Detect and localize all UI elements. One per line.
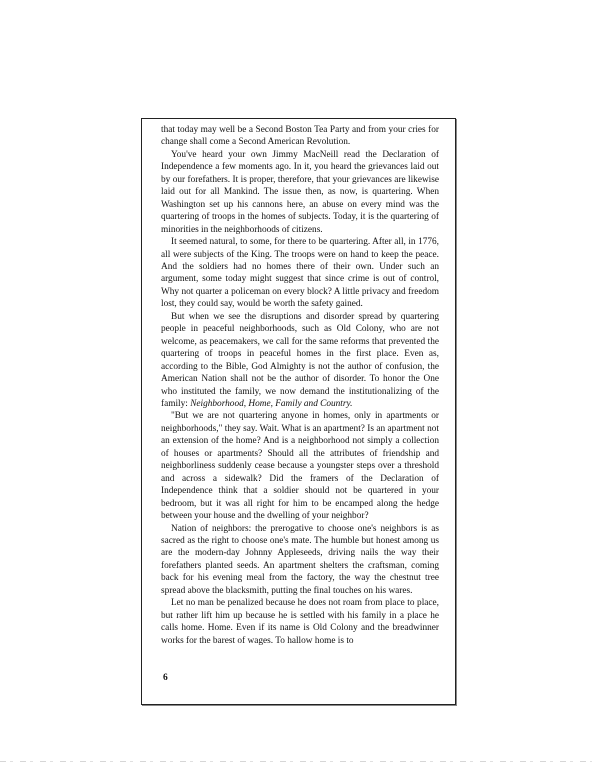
paragraph-2: It seemed natural, to some, for there to be quartering. After all, in 1776, all were subjects of the King. The troops were on hand to keep the peace. And the soldiers had no homes there of their own. Under such an argument, some today might suggest that since crime is out of control, Why not quarter a policeman on every block? A little privacy and freedom lost, they could say, would be worth the safety gained. [161, 237, 439, 310]
paragraph-6: Let no man be penalized because he does not roam from place to place, but rather lift him up because he is settled with his family in a place he calls home. Home. Even if its name is Old Colony and the breadwinner works for the barest of wages. To hallow home is to [161, 598, 439, 646]
paragraph-4: "But we are not quartering anyone in homes, only in apartments or neighborhoods," they say. Wait. What is an apartment? Is an apartment not an extension of the home? And is a neighborhood not simply a collection of houses or apartments? Should all the attributes of friendship and neighborliness suddenly cease because a youngster steps over a threshold and across a sidewalk? Did the framers of the Declaration of Independence think that a soldier should not be quartered in your bedroom, but it was all right for him to be encamped along the hedge between your house and the dwelling of your neighbor? [161, 411, 439, 522]
paragraph-3 [161, 311, 439, 411]
paragraph-3-body: But when we see the disruptions and disorder spread by quartering people in peaceful neighborhoods, such as Old Colony, who are not welcome, as peacemakers, we call for the same reforms that prevented the quartering of troops in peaceful homes in the first place. Even as, according to the Bible, God Almighty is not the author of confusion, the American Nation shall not be the author of disorder. To honor the One who instituted the family, we now demand the institutionalizing of the family: [161, 311, 439, 409]
paragraph-5: Nation of neighbors: the prerogative to choose one's neighbors is as sacred as the right to choose one's mate. The humble but honest among us are the modern-day Johnny Appleseeds, driving nails the way their forefathers planted seeds. An apartment shelters the craftsman, coming back for his evening meal from the factory, the way the chestnut tree spread above the blacksmith, putting the final touches on his wares. [161, 523, 439, 596]
paragraph-0: that today may well be a Second Boston Tea Party and from your cries for change shall come a Second American Revolution. [161, 125, 439, 148]
page-number: 6 [163, 673, 168, 683]
scan-edge-artifact [0, 761, 592, 762]
body-text [161, 124, 439, 647]
paragraph-3-italic-motto: Neighborhood, Home, Family and Country. [190, 398, 353, 409]
paragraph-1: You've heard your own Jimmy MacNeill read the Declaration of Independence a few moments ago. In it, you heard the grievances laid out by our forefathers. It is proper, therefore, that your grievances are likewise laid out for all Mankind. The issue then, as now, is quartering. When Washington set up his cannons here, an abuse on every mind was the quartering of troops in the homes of subjects. Today, it is the quartering of minorities in the neighborhoods of citizens. [161, 149, 439, 235]
